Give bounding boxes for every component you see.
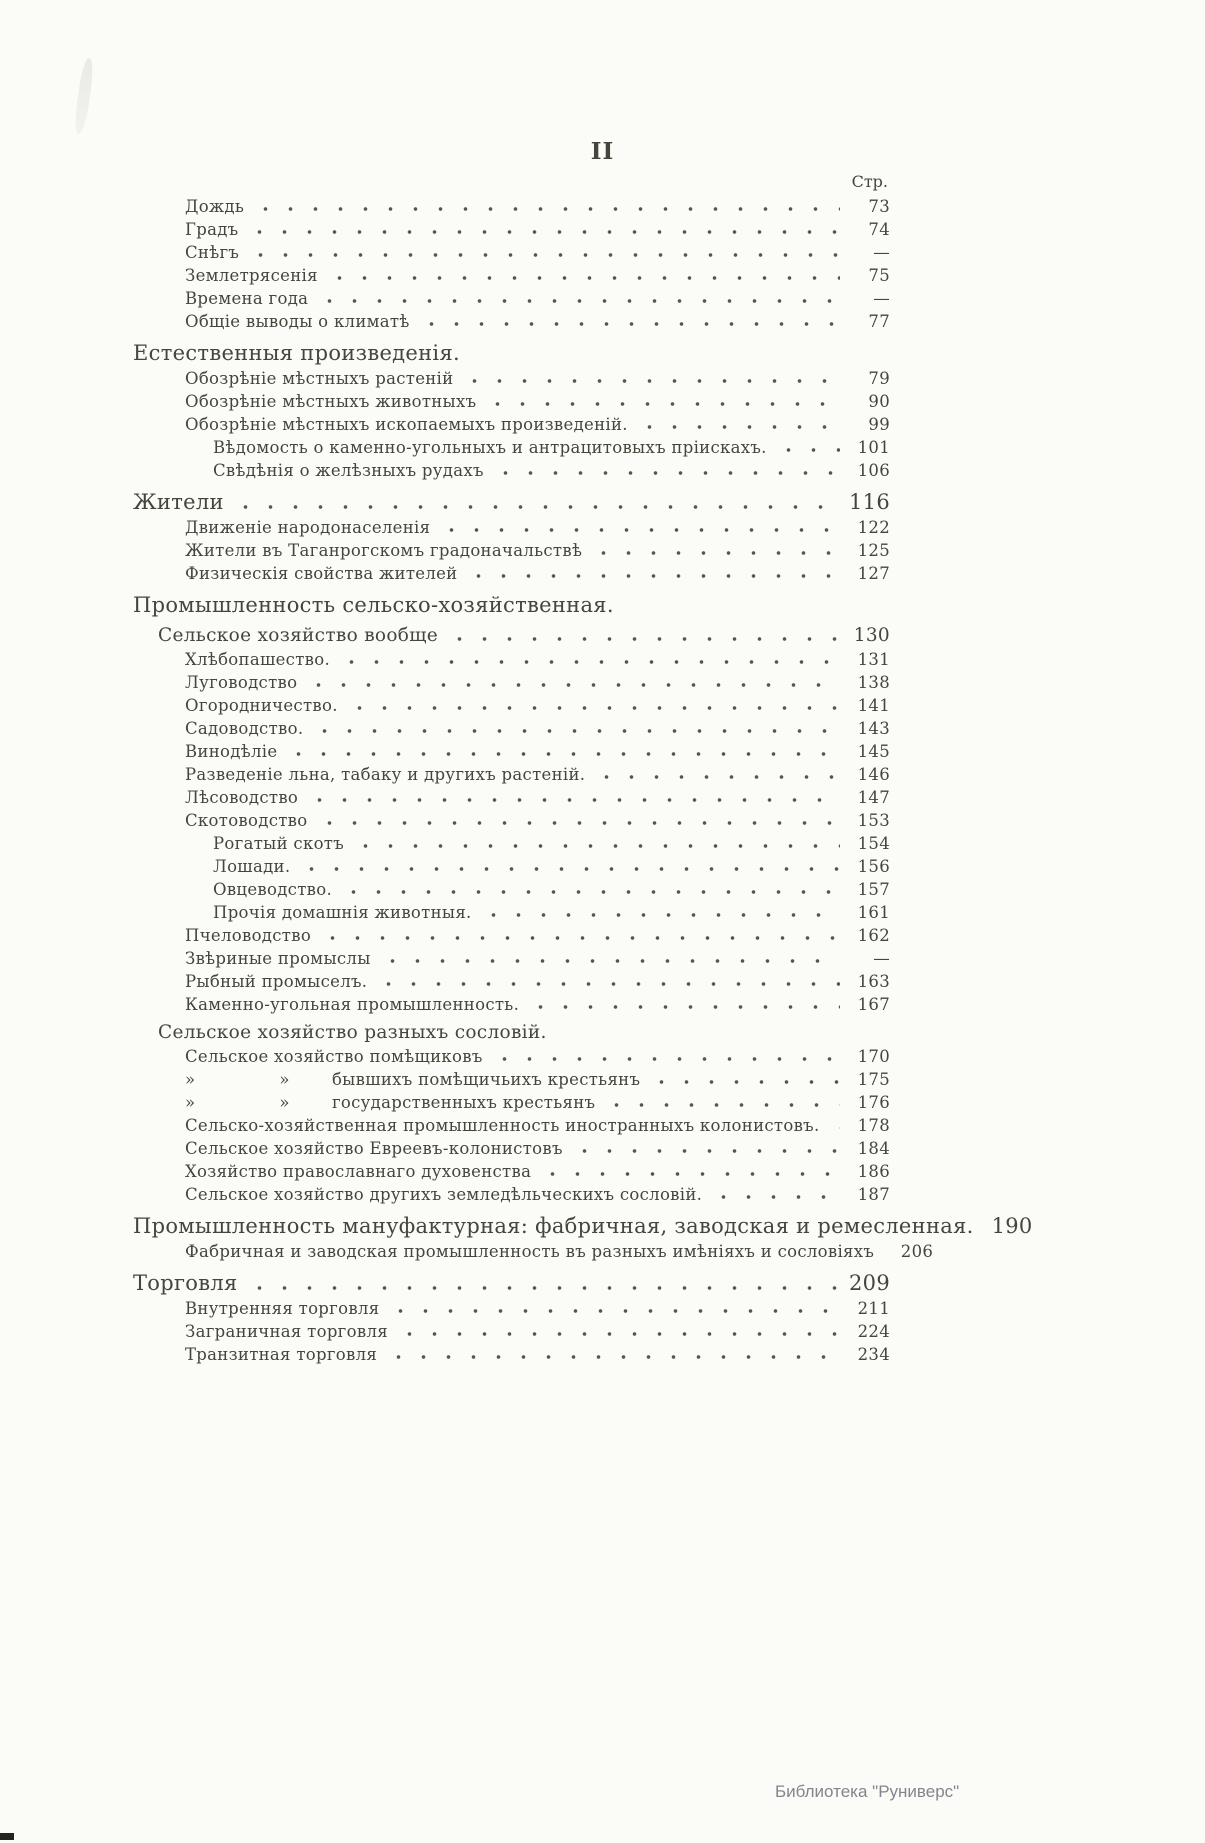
toc-row [213,878,890,901]
toc-row [133,592,890,619]
toc-entry-title: Обозрѣніе мѣстныхъ растеній [185,369,454,388]
toc-entry-title: Фабричная и заводская промышленность въ разныхъ имѣніяхъ и сословіяхъ [185,1242,875,1261]
toc-row [185,1343,890,1366]
toc-row [185,195,890,218]
toc-entry-page: 161 [857,903,890,922]
toc-entry-page: 147 [857,788,890,807]
dot-leader [247,218,840,241]
toc-entry-page: 75 [868,266,890,285]
toc-entry-page: 163 [857,972,890,991]
toc-entry-title: Дождь [185,197,245,216]
toc-entry-page: 186 [857,1162,890,1181]
toc-entry-page: 224 [857,1322,890,1341]
toc-row [185,539,890,562]
dot-leader [481,901,840,924]
toc-entry-page: 138 [857,673,890,692]
toc-entry-page: 211 [857,1299,890,1318]
dot-leader [485,390,840,413]
dot-leader [247,1270,840,1297]
toc-entry-title: Физическія свойства жителей [185,564,458,583]
toc-row [185,1160,890,1183]
toc-row [185,1137,890,1160]
dot-leader [397,1320,840,1343]
toc-entry-page: 234 [857,1345,890,1364]
toc-entry-page: 74 [868,220,890,239]
toc-entry-title: Обозрѣніе мѣстныхъ ископаемыхъ произведеній. [185,415,628,434]
toc-entry-title: Сельско-хозяйственная промышленность иностранныхъ колонистовъ. [185,1116,820,1135]
toc-row [185,1297,890,1320]
scan-artifact [0,1833,14,1840]
dot-leader [299,855,840,878]
scan-artifact [73,58,95,135]
toc-entry-title: Промышленность сельско-хозяйственная. [133,593,614,617]
toc-entry-title: Жители въ Таганрогскомъ градоначальствѣ [185,541,583,560]
dot-leader [711,1183,840,1206]
toc-entry-page: 167 [857,995,890,1014]
toc-entry-page: 178 [857,1116,890,1135]
dot-leader [637,413,840,436]
toc-entry-title: Времена года [185,289,309,308]
toc-row [185,717,890,740]
toc-entry-page: 73 [868,197,890,216]
toc-entry-title: Звѣриные промыслы [185,949,371,968]
dot-leader [388,1297,840,1320]
toc-entry-page: 125 [857,541,890,560]
dot-leader [572,1137,840,1160]
toc-entry-title: Садоводство. [185,719,304,738]
toc-row [185,993,890,1016]
toc-row [185,786,890,809]
toc-entry-title: Естественныя произведенія. [133,341,460,365]
dot-leader [312,717,840,740]
toc-entry-title: Вѣдомость о каменно-угольныхъ и антрацитовыхъ пріискахъ. [213,438,767,457]
dot-leader [466,562,840,585]
toc-entry-title: Общіе выводы о климатѣ [185,312,410,331]
dot-leader [339,648,840,671]
toc-entry-page: — [873,243,890,262]
dot-leader [317,287,840,310]
toc-row [185,562,890,585]
dot-leader [347,694,840,717]
dot-leader [341,878,840,901]
toc-row [185,218,890,241]
toc-entry-title: » » государственныхъ крестьянъ [185,1093,596,1112]
toc-entry-title: Сельское хозяйство вообще [158,625,438,646]
dot-leader [419,310,840,333]
dot-leader [376,970,840,993]
toc-entry-page: 106 [857,461,890,480]
toc-row [133,340,890,367]
dot-leader [353,832,840,855]
library-watermark: Библиотека "Руниверс" [775,1782,960,1801]
toc-entry-page: — [873,289,890,308]
toc-entry-title: Торговля [133,1271,238,1295]
toc-entry-page: 143 [857,719,890,738]
toc-row [185,924,890,947]
toc-entry-title: Хозяйство православнаго духовенства [185,1162,532,1181]
toc-row [185,1183,890,1206]
dot-leader [286,740,840,763]
page-column-header: Стр. [851,172,888,191]
dot-leader [307,786,840,809]
toc-entry-title: Винодѣліе [185,742,278,761]
dot-leader [248,241,840,264]
toc-row [185,367,890,390]
toc-entry-page: 170 [857,1047,890,1066]
toc-row [185,648,890,671]
toc-row [185,310,890,333]
dot-leader [462,367,840,390]
toc-entry-page: 153 [857,811,890,830]
toc-entry-page: 99 [868,415,890,434]
dot-leader [829,1114,840,1137]
dot-leader [528,993,840,1016]
dot-leader [649,1068,840,1091]
toc-row [213,459,890,482]
toc-entry-title: Жители [133,490,224,514]
toc-entry-title: Землетрясенія [185,266,318,285]
toc-entry-page: 90 [868,392,890,411]
table-of-contents [133,172,1033,1366]
toc-entry-title: Сельское хозяйство Евреевъ-колонистовъ [185,1139,563,1158]
toc-row [185,763,890,786]
toc-entry-page: 130 [853,625,890,646]
toc-row [185,241,890,264]
toc-entry-title: Обозрѣніе мѣстныхъ животныхъ [185,392,477,411]
toc-row [213,832,890,855]
toc-entry-title: Свѣдѣнія о желѣзныхъ рудахъ [213,461,484,480]
dot-leader [253,195,840,218]
toc-entry-page: 209 [849,1271,890,1295]
toc-entry-page: 176 [857,1093,890,1112]
toc-entry-title: Сельское хозяйство помѣщиковъ [185,1047,483,1066]
toc-entry-page: 190 [991,1214,1033,1238]
toc-row [185,413,890,436]
toc-row [185,1240,934,1263]
toc-entry-page: 77 [868,312,890,331]
toc-entry-title: Заграничная торговля [185,1322,388,1341]
toc-entry-title: Лошади. [213,857,291,876]
dot-leader [327,264,840,287]
dot-leader [604,1091,840,1114]
toc-row [213,901,890,924]
toc-entry-title: Рогатый скотъ [213,834,345,853]
toc-row [185,1045,890,1068]
dot-leader [317,809,840,832]
dot-leader [493,459,840,482]
toc-entry-title: Снѣгъ [185,243,240,262]
page-number: II [590,138,615,165]
toc-row [213,855,890,878]
toc-entry-page: 206 [900,1242,934,1261]
dot-leader [306,671,840,694]
toc-row [185,1091,890,1114]
dot-leader [540,1160,840,1183]
toc-entry-title: Внутренняя торговля [185,1299,380,1318]
dot-leader [591,539,840,562]
toc-entry-title: » » бывшихъ помѣщичьихъ крестьянъ [185,1070,641,1089]
toc-entry-title: Каменно-угольная промышленность. [185,995,520,1014]
toc-entry-title: Рыбный промыселъ. [185,972,368,991]
toc-entry-page: 187 [857,1185,890,1204]
dot-leader [380,947,840,970]
dot-leader [386,1343,840,1366]
toc-row [185,390,890,413]
toc-entry-page: 175 [857,1070,890,1089]
toc-row [185,516,890,539]
toc-row [158,1020,890,1045]
toc-row [185,264,890,287]
dot-leader [233,489,840,516]
toc-entry-title: Сельское хозяйство разныхъ сословій. [158,1022,547,1043]
toc-row [158,623,890,648]
toc-entry-title: Овцеводство. [213,880,333,899]
toc-entry-page: 157 [857,880,890,899]
toc-entry-title: Движеніе народонаселенія [185,518,431,537]
toc-entry-title: Хлѣбопашество. [185,650,331,669]
dot-leader [320,924,840,947]
toc-entry-title: Луговодство [185,673,298,692]
dot-leader [492,1045,840,1068]
dot-leader [594,763,840,786]
toc-entry-title: Огородничество. [185,696,338,715]
toc-entry-title: Сельское хозяйство другихъ земледѣльческихъ сословій. [185,1185,703,1204]
toc-row [185,1114,890,1137]
toc-entry-page: 131 [857,650,890,669]
toc-entry-page: 184 [857,1139,890,1158]
toc-entry-page: 101 [857,438,890,457]
toc-row [133,489,890,516]
toc-row [185,809,890,832]
toc-list [133,195,1033,1366]
toc-row [133,1270,890,1297]
toc-row [185,1068,890,1091]
toc-entry-page: 145 [857,742,890,761]
dot-leader [776,436,840,459]
toc-entry-title: Пчеловодство [185,926,312,945]
toc-entry-title: Градъ [185,220,239,239]
toc-entry-page: 154 [857,834,890,853]
toc-row [185,694,890,717]
toc-row [133,1213,1033,1240]
toc-entry-page: 141 [857,696,890,715]
toc-entry-page: 156 [857,857,890,876]
toc-row [185,740,890,763]
toc-entry-title: Скотоводство [185,811,308,830]
toc-entry-page: 122 [857,518,890,537]
toc-entry-title: Разведеніе льна, табаку и другихъ растеній. [185,765,586,784]
toc-entry-title: Лѣсоводство [185,788,299,807]
toc-entry-title: Промышленность мануфактурная: фабричная, заводская и ремесленная. [133,1214,974,1238]
toc-entry-title: Прочія домашнія животныя. [213,903,472,922]
toc-entry-page: 116 [849,490,890,514]
toc-row [185,970,890,993]
toc-row [185,1320,890,1343]
toc-row [185,287,890,310]
dot-leader [439,516,840,539]
toc-entry-page: 127 [857,564,890,583]
toc-row [185,947,890,970]
toc-row [213,436,890,459]
toc-entry-page: 79 [868,369,890,388]
toc-entry-page: — [873,949,890,968]
dot-leader [447,623,840,648]
toc-entry-page: 162 [857,926,890,945]
toc-entry-title: Транзитная торговля [185,1345,378,1364]
toc-entry-page: 146 [857,765,890,784]
toc-row [185,671,890,694]
